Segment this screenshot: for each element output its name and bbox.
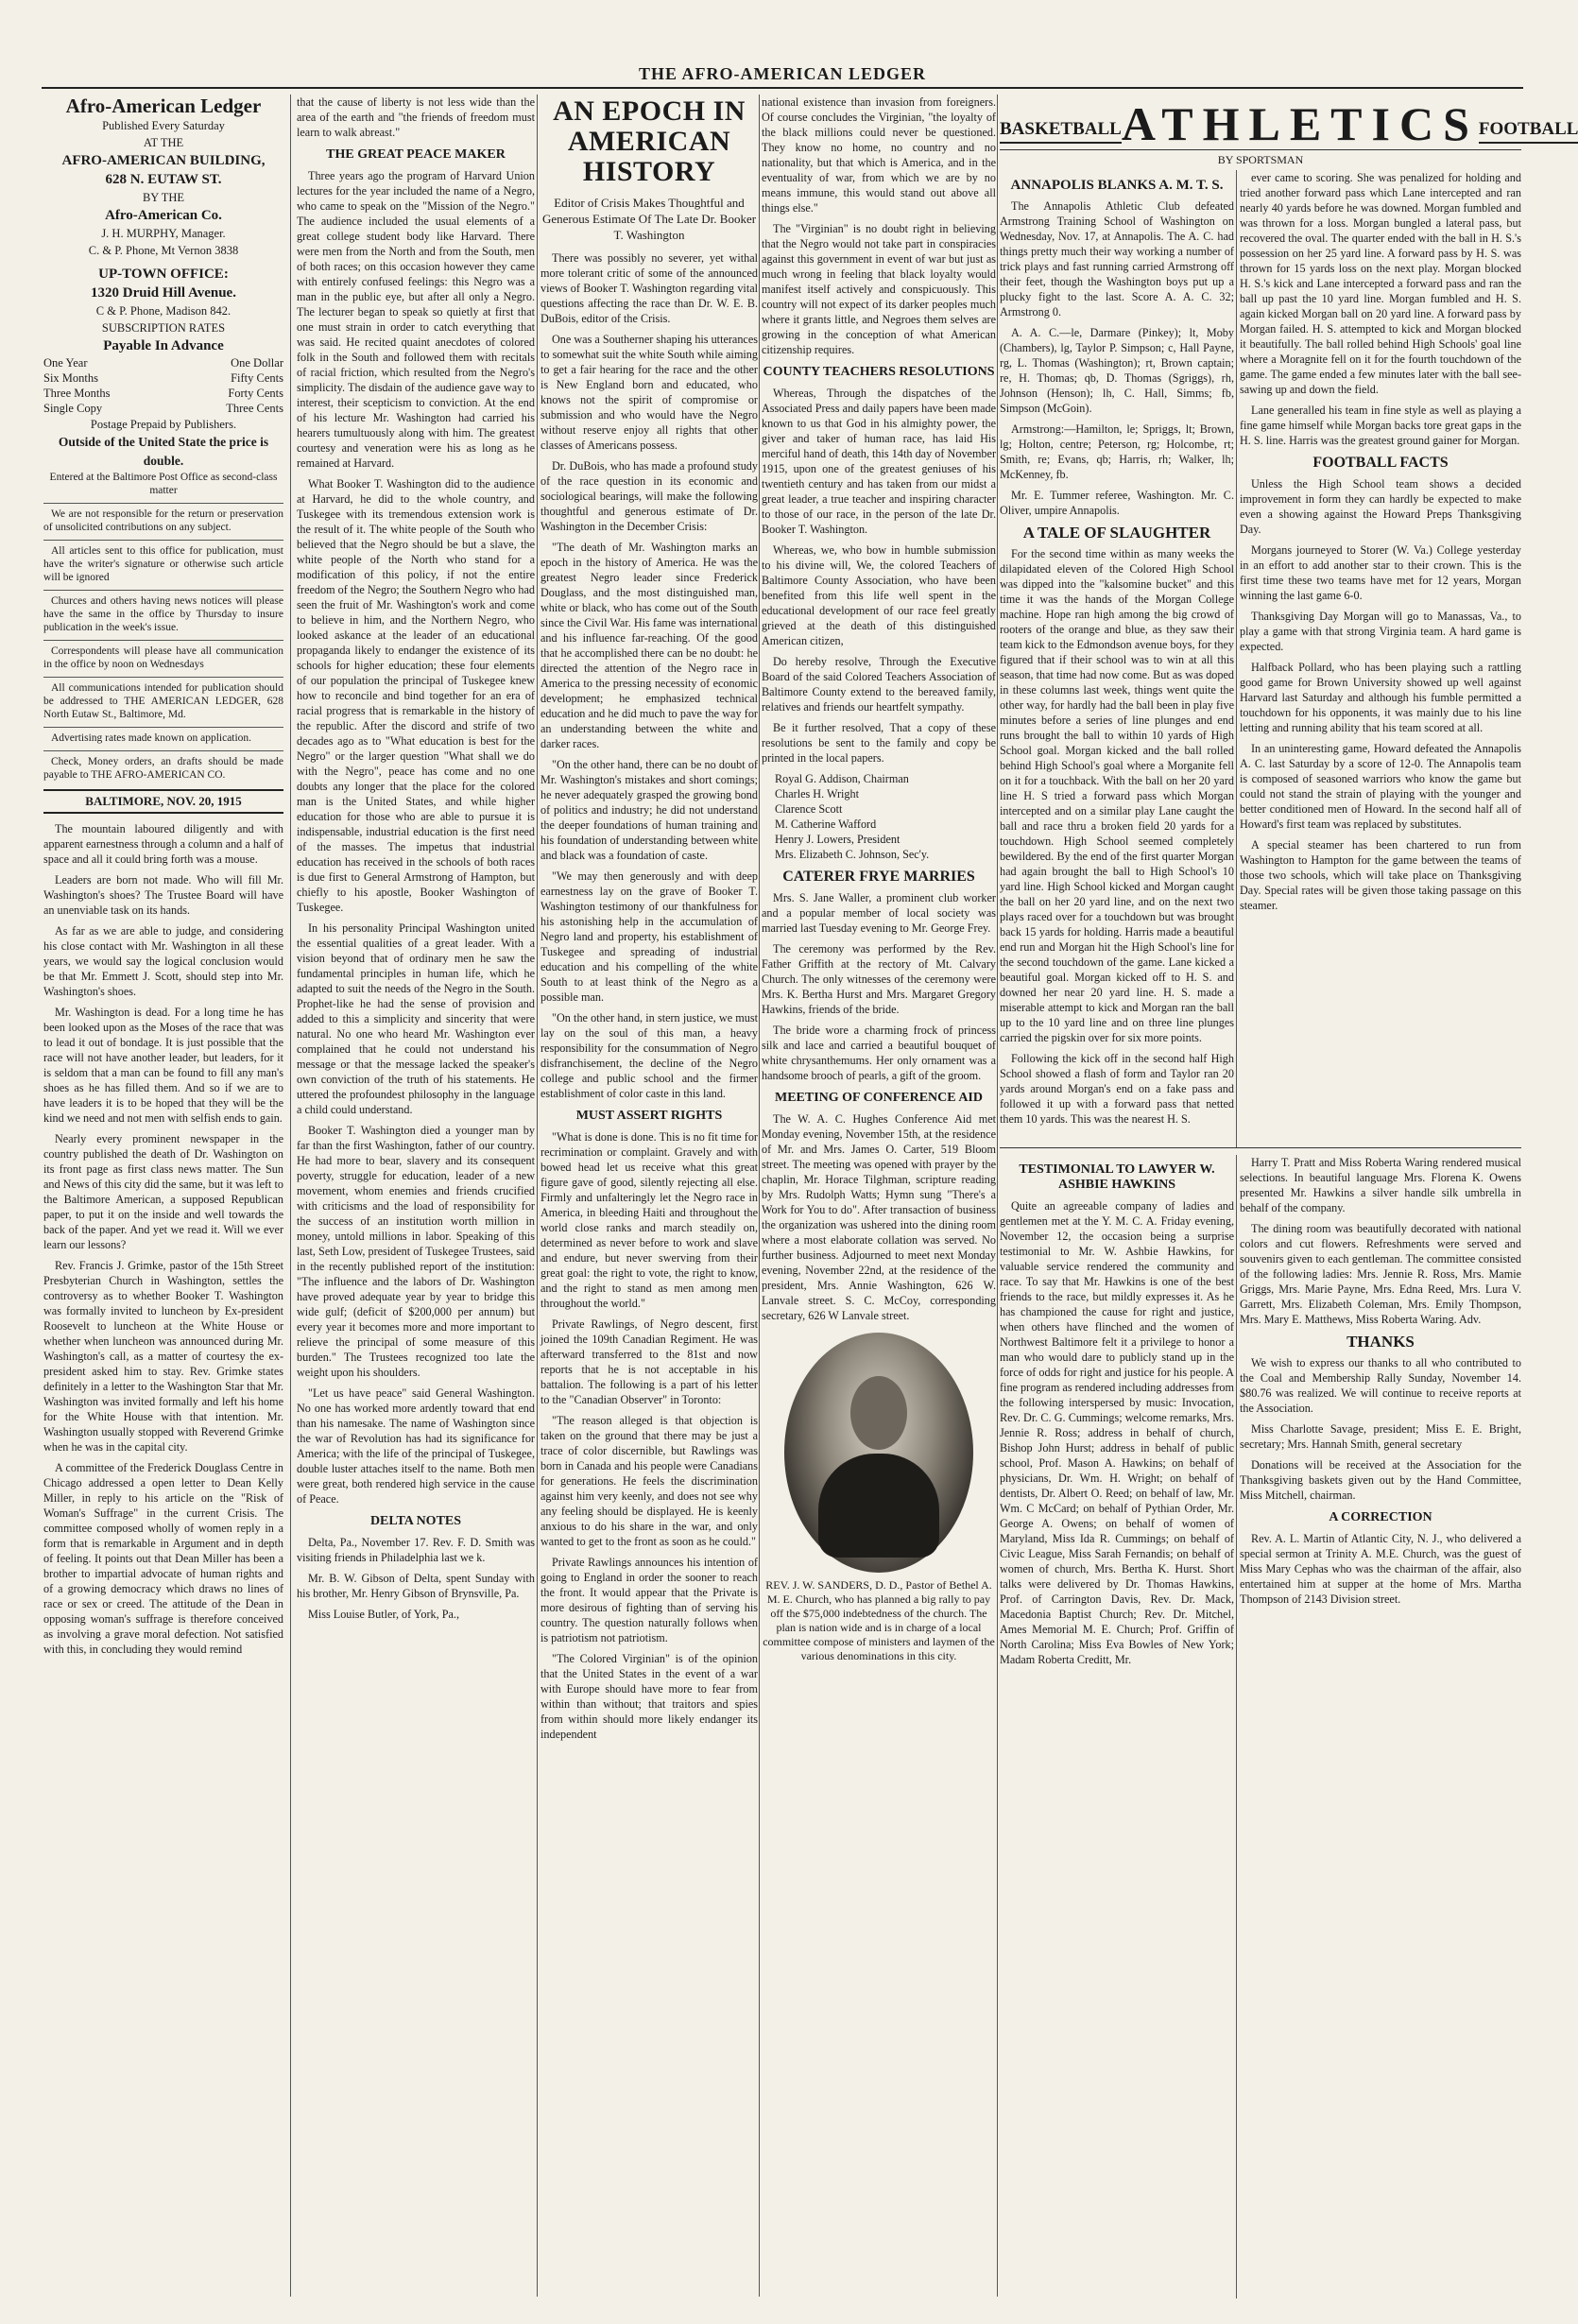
slaughter-title: A TALE OF SLAUGHTER	[1022, 524, 1211, 542]
signer: Clarence Scott	[775, 802, 843, 816]
article-paragraph: A. A. C.—le, Darmare (Pinkey); lt, Moby (Chambers), lg, Taylor P. Simpson; c, Hall Payne, rg, L. Thomas (Washington); rt, Brown captain; re, H. Thomas; qb, D. Thomas (Sgriggs), rh, Johnson (Henson); lh, C. Hall, Simms; fb, Simpson (McGoin).	[1000, 326, 1234, 415]
uptown-phone: C & P. Phone, Madison 842.	[95, 304, 232, 318]
article-paragraph: The W. A. C. Hughes Conference Aid met Monday evening, November 15th, at the residence of Mr. and Mrs. James O. Carter, 519 Bloom street. The meeting was opened with prayer by the chaplin, Mr. Horace Tilghman, scripture reading by Mrs. Rudolph Watts; Hymn sung "There's a Work for You to do". After transaction of business the organization was ushered into the dining room where a most elaborate collation was served. No further business. Adjourned to meet next Monday evening, November 22nd, at the residence of the president, Mrs. Annie Washington, 626 W. Lanvale street. S. C. McCoy, corresponding secretary, 626 W Lanvale street.	[762, 1112, 996, 1322]
peace-maker-article	[297, 168, 535, 1506]
article-paragraph: For the second time within as many weeks the dilapidated eleven of the Colored High School was dipped into the "kalsomine bucket" and this time it was the hands of the Morgan College machine. Hope ran high among the big crowd of rooters of the orange and blue, as they saw their team kick to the Edmondson avenue boys, for they figured that if their school was to win at all this season, that time had now come. But as was doped in these columns last week, things went quite the other way, for hardly had the ball been in play five minutes before a series of line plunges and end runs brought the ball to within 10 yards of High School goal. Morgan kicked and the ball rolled behind High School's goal where a Morganite fell on it for a touchback. With the ball on her 20 yard line H. S tried a forward pass which Morgan intercepted and on a similar play Lane caught the ball and race thru a broken field 20 yards for a touchdown. High School seemed completely bewildered. By the end of the first quarter Morgan had again brought the ball to High School's 10 yard line. High School kicked and Morgan caught the ball on her 20 yard line, and on the next two plays raced over for a touchdown but was brought back 15 yards for holding. Harris made a beautiful end run and Morgan hit the High School's line for the second touchdown of the game. Lane kicked a beautiful goal. Morgan kicked off to H. S. and downed her near 20 yard line. H. S. made a miserable attempt to kick and Morgan ran the ball up to the 10 yard line and on three line plunges carried the pigskin over for six more points.	[1000, 547, 1234, 1044]
article-paragraph: "On the other hand, in stern justice, we must lay on the soul of this man, a heavy responsibility for the consummation of Negro disfranchisement, the decline of the Negro college and public school and the firmer establishment of color caste in this land.	[540, 1011, 758, 1100]
testimonial-article	[1000, 1198, 1234, 1667]
rate-row	[43, 370, 283, 386]
column-rule	[537, 95, 538, 2297]
article-paragraph: Three years ago the program of Harvard Union lectures for the year included the name of a Negro, who came to speak on the "Mission of the Negro." The audience included the usual elements of a great college student body like Harvard. There were men from the North and from the South, men of both races; on this occasion however they came with entirely confused feelings: this Negro was a man in the public eye, but after all only a Negro. The lecturer began to speak so quietly at first that one must strain in order to catch everything that was said. He recited quaint anecdotes of colored folk in the South and followed them with recitals of racial friction, which resulted from the Negro's simplicity. The disdain of the audience gave way to interest, their scepticism to conviction. At the end of his lecture Mr. Washington had carried his hearers tumultuously along with him. The greatest courtesy and veneration were his as long as he remained at Harvard.	[297, 169, 535, 470]
publication-info	[43, 117, 283, 225]
teachers-title: COUNTY TEACHERS RESOLUTIONS	[763, 365, 995, 379]
continued-lead: that the cause of liberty is not less wide than the area of the earth and "the friends of freedom must learn to walk abreast."	[297, 95, 535, 139]
article-paragraph: Mr. B. W. Gibson of Delta, spent Sunday with his brother, Mr. Henry Gibson of Brynsville, Pa.	[297, 1572, 535, 1600]
article-paragraph: The ceremony was performed by the Rev. Father Griffith at the rectory of Mt. Calvary Church. The only witnesses of the ceremony were Mrs. K. Bertha Hurst and Mrs. Margaret Gregory Hawkins, friends of the bride.	[762, 942, 996, 1016]
subscription-rates	[43, 355, 283, 416]
editorial-paragraph: Nearly every prominent newspaper in the country published the death of Dr. Washington on its front page as first class news matter. The Sun and News of this city did the same, but it was left to the Baltimore American, a supposed Republican paper, to put it on the inside and well towards the back of the paper. And yet we read it. Will we ever learn our lessons?	[43, 1132, 283, 1251]
rate-term: Single Copy	[43, 402, 103, 415]
notice: Check, Money orders, an drafts should be made payable to THE AFRO-AMERICAN CO.	[43, 750, 283, 782]
subscription-title: SUBSCRIPTION RATES	[101, 321, 226, 335]
article-paragraph: Lane generalled his team in fine style as well as playing a fine game himself while Morgan backs tore great gaps in the H. S. line. Harris was the greatest ground gainer for Morgan.	[1240, 404, 1521, 447]
column-1	[43, 95, 283, 2297]
section-rule	[1000, 1147, 1521, 1148]
dateline: BALTIMORE, NOV. 20, 1915	[43, 789, 283, 814]
notice: Churces and others having news notices will please have the same in the office by Thursday to insure publication in the week's issue.	[43, 590, 283, 634]
football-facts	[1240, 476, 1521, 913]
football-facts-title: FOOTBALL FACTS	[1312, 455, 1449, 471]
annapolis-title: ANNAPOLIS BLANKS A. M. T. S.	[1010, 178, 1224, 193]
rate-price: One Dollar	[231, 356, 283, 370]
article-paragraph: "We may then generously and with deep earnestness lay on the grave of Booker T. Washington testimony of our thankfulness for his astonishing help in the accumulation of Negro land and property, his establishment of Tuskegee and spreading of industrial education and his compelling of the white South to at least think of the Negro as a possible man.	[540, 869, 758, 1004]
article-paragraph: "The reason alleged is that objection is taken on the ground that there may be just a trace of color discernible, but Rawlings was born in Canada and his people were Canadians for generations. He feels the discrimination against him very keenly, and does not see why any feeling should be displayed. He is keenly anxious to do his share in the war, and only wanted to get to the front as soon as he could."	[540, 1414, 758, 1548]
rate-row	[43, 386, 283, 401]
article-paragraph: Booker T. Washington died a younger man by far than the first Washington, father of our country. He had more to bear, slavery and its consequent poverty, struggle for education, leader of a new movement, whom enemies and friends crucified with criticisms and the load of responsibility for the success of an institution worth million in money, untold millions in labor. Speaking of this last, Seth Low, president of Tuskegee Trustees, said in the recently published report of the institution: "The influence and the labors of Dr. Washington have proved adequate year by year to bridge this wide gulf; (deficit of $200,000 per annum) but every year it becomes more and more important to relieve the principal of some measure of this burden." The Trustees recognized too late the weight upon his shoulders.	[297, 1124, 535, 1379]
article-paragraph: "What is done is done. This is no fit time for recrimination or complaint. Gravely and with bowed head let us receive what this great figure gave of good, silently rejecting all else. Firmly and unfalteringly let the Negro race in America, in bleeding Haiti and throughout the world close ranks and march steadily on, determined as never before to work and slave and endure, but never swerving from their great goal: the right to vote, the right to know, and the right to stand as men among men throughout the world."	[540, 1130, 758, 1310]
column-rule	[997, 95, 998, 2297]
article-paragraph: Delta, Pa., November 17. Rev. F. D. Smith was visiting friends in Philadelphia last we k.	[297, 1536, 535, 1564]
teachers-resolutions	[762, 386, 996, 766]
epoch-headline: AN EPOCH IN AMERICAN HISTORY	[553, 95, 746, 187]
column-rule	[1236, 1155, 1237, 2298]
article-paragraph: Miss Charlotte Savage, president; Miss E. E. Bright, secretary; Mrs. Hannah Smith, general secretary	[1240, 1422, 1521, 1451]
article-paragraph: Morgans journeyed to Storer (W. Va.) College yesterday in an effort to add another star to their crown. This is the first time these two teams have met for 12 years, Morgan winning the last game 6-0.	[1240, 543, 1521, 602]
article-paragraph: In his personality Principal Washington united the essential qualities of a great leader. With a vision beyond that of ordinary men he saw the fundamental principles in human life, which he adapted to suit the needs of the Negro in the South. Prophet-like he had the sense of provision and added to this a simplicity and sincerity that were natural. No one who heard Mr. Washington ever complained that he could not understand his message or that the message lacked the speaker's own conviction of the truth of his statements. He uttered the profoundest philosophy in the language a child could understand.	[297, 921, 535, 1116]
aid-article	[762, 1111, 996, 1323]
column-4	[762, 95, 996, 2297]
editorial-paragraph: Rev. Francis J. Grimke, pastor of the 15th Street Presbyterian Church in Washington, settles the controversy as to whether Booker T. Washington was formally invited to luncheon by Ex-president Roosevelt to luncheon at the White House or whether when luncheon was announced during Mr. Washington's call, as a matter of courtesy the ex-president asked him to stay. Rev. Grimke states definitely in a letter to the Washington Star that Mr. Washington was invited formally and left his home for the White House with that intention. Mr. Washington usually stopped with Reverend Grimke when he was in the capital city.	[43, 1259, 283, 1454]
thanks-title: THANKS	[1346, 1333, 1415, 1351]
article-paragraph: "The Colored Virginian" is of the opinion that the United States in the event of a war with Europe should have more to fear from within than without; that traitors and spies from within should more likely endanger its independent	[540, 1652, 758, 1741]
article-paragraph: Private Rawlings, of Negro descent, first joined the 109th Canadian Regiment. He was afterward transferred to the 81st and now reports that he is not acceptable in his battalion. The following is a part of his letter to the "Canadian Observer" in Toronto:	[540, 1317, 758, 1406]
editorial-paragraphs	[43, 821, 283, 1657]
article-paragraph: "The death of Mr. Washington marks an epoch in the history of America. He was the greatest Negro leader since Frederick Douglass, and the most distinguished man, white or black, who has come out of the South since the Civil War. His fame was international and his influence far-reaching. Of the good that he accomplished there can be no doubt: he directed the attention of the Negro race in America to the pressing necessity of economic development; he emphasized technical education and he did much to pave the way for an understanding between the white and darker races.	[540, 541, 758, 750]
ledger-title: Afro-American Ledger	[65, 95, 262, 117]
article-paragraph: What Booker T. Washington did to the audience at Harvard, he did to the whole country, and Tuskegee with its tremendous extension work is the result of it. The white people of the South who believed that the Negro should be but a slave, the white people of the North who stand for a modification of this policy, if not the entire freedom of the Negro; the Southern Negro who had seen the fruit of Mr. Washington's work and come to believe in him, and the Northern Negro, who looked askance at the leader of an educational propaganda likely to endanger the existence of its schools for higher education; these four elements of our population the principal of Tuskegee knew how to reconcile and bind together for an era of racial progress that is remarkable in the history of the republic. After the discord and strife of two decades ago as to "What education is best for the Negro" or the larger question "What shall we do with the Negro", peace has come and no one doubts any longer that the place for the colored man is the United States, and while higher education for those who are able to pursue it is indispensable, industrial education is the first need of the masses. The impetus that industrial education has received in the schools of both races is due first to General Armstrong of Hampton, but chiefly to his apostle, Booker Washington of Tuskegee.	[297, 477, 535, 914]
rate-price: Three Cents	[226, 402, 283, 415]
article-paragraph: A special steamer has been chartered to run from Washington to Hampton for the game between the teams of those two schools, which will take place on Thanksgiving Day. Special rates will be given those taking passage on this steamer.	[1240, 838, 1521, 912]
article-paragraph: The Annapolis Athletic Club defeated Armstrong Training School of Washington on Wednesday, Nov. 17, at Annapolis. The A. C. had things pretty much their way working a number of trick plays and fast running carried Armstrong off their feet, though the Washington boys put up a plucky fight to the last. Score A. A. C. 32; Armstrong 0.	[1000, 199, 1234, 318]
masthead-rule	[42, 87, 1523, 89]
virginian-lead-2: The "Virginian" is no doubt right in believing that the Negro would not take part in conspiracies against this government in event of war but just as much wrong in feeling that black loyalty would manifest itself actively and conspicuously. This country will not expect of its darker peoples much where it grants little, and Negroes them selves are growing in the conception of what American citizenship requires.	[762, 222, 996, 356]
article-paragraph: In an uninteresting game, Howard defeated the Annapolis A. C. last Saturday by a score of 12-0. The Annapolis team is composed of seasoned warriors who know the game but could not stand the strain of playing with the younger and better conditioned men of Howard. In the second half all of Howard's first team was replaced by substitutes.	[1240, 742, 1521, 831]
article-paragraph: Unless the High School team shows a decided improvement in form they can hardly be expected to make even a showing against the Howard Preps Thanksgiving Day.	[1240, 477, 1521, 536]
column-6-athletics	[1240, 170, 1521, 1144]
article-paragraph: Quite an agreeable company of ladies and gentlemen met at the Y. M. C. A. Friday evening, November 12, the occasion being a surprise testimonial to Mr. W. Ashbie Hawkins, for valuable service rendered the community and race. To say that Mr. Hawkins is one of the best friends to the race, but mildly expresses it. As he has championed the cause for right and justice, when others have flinched and the women of Northwest Baltimore felt it a privilege to honor a man who would dare to publicly stand up in the force of odds for right and justice for his people. A fine program as rendered including addresses from the following interspersed by music: Invocation, Rev. Dr. C. G. Cummings; welcome remarks, Mrs. Jennie R. Ross; address in behalf of church, Bishop John Hurst; address in behalf of public school, Prof. Mason A. Hawkins; on behalf of physicians, Dr. Wm. H. Wright; on behalf of dentists, Dr. Albert O. Reed; on behalf of law, Mr. Wm. C McCard; on behalf of Pythian Order, Mr. George A. Owens; on behalf of women of Maryland, Miss Ida R. Cummings; on behalf of Civic League, Miss Sarah Fernandis; on behalf of women of church, Mrs. Bertha K. Hurst. Short talks were delivered by Dr. Thomas Hawkins, Prof. of Carrington Davis, Rev. Dr. Mack, Macedonia Baptist Church; Rev. Dr. Mitchel, Ames Memorial M. E. Church; Prof. Griffin of North Carolina; Miss Eva Bowles of New York; Madam Roberta Creditt, Mr.	[1000, 1199, 1234, 1666]
editorial-paragraph: A committee of the Frederick Douglass Centre in Chicago addressed a open letter to Dean Kelly Miller, in reply to his article on the "Risk of Woman's Suffrage" in the current Crisis. The committee composed wholly of women reply in a form that is remarkable in Argument and in depth of feeling. It points out that Dean Miller has been a brother to impartial advocate of human rights and of a growing democracy which draws no lines of race or sex or creed. The attitude of the Dean in opposing woman's suffrage is therefore conceived as involving a grave moral defection. Not satisfied with this, in concluding they would remind	[43, 1461, 283, 1656]
article-paragraph: Whereas, we, who bow in humble submission to his divine will, We, the colored Teachers of Baltimore County Association, who have been benefited from this life well spent in the educational development of our race feel greatly grieved at the death of this distinguished American citizen,	[762, 543, 996, 647]
article-paragraph: Halfback Pollard, who has been playing such a rattling good game for Brown University showed up well against Harvard last Saturday and although his fumble permitted a touchdown for his opponents, it was mainly due to his line letting and running ability that his team scored at all.	[1240, 661, 1521, 734]
column-2	[297, 95, 535, 2297]
rate-price: Forty Cents	[228, 387, 283, 400]
slaughter-continued	[1240, 170, 1521, 448]
article-paragraph: Mr. E. Tummer referee, Washington. Mr. C. Oliver, umpire Annapolis.	[1000, 489, 1234, 517]
athletics-title: ATHLETICS	[1121, 97, 1479, 150]
manager: J. H. MURPHY, Manager.	[101, 227, 226, 240]
masthead: THE AFRO-AMERICAN LEDGER	[638, 64, 927, 83]
must-assert-title: MUST ASSERT RIGHTS	[575, 1109, 723, 1123]
notice: All communications intended for publication should be addressed to THE AMERICAN LEDGER, 628 North Eutaw St., Baltimore, Md.	[43, 677, 283, 721]
article-paragraph: Miss Louise Butler, of York, Pa.,	[308, 1608, 459, 1621]
phone: C. & P. Phone, Mt Vernon 3838	[88, 244, 239, 257]
editorial-paragraph: The mountain laboured diligently and with apparent earnestness through a column and a half of space and all it could bring forth was a mouse.	[43, 822, 283, 866]
article-paragraph: There was possibly no severer, yet withal more tolerant critic of some of the announced views of Booker T. Washington regarding vital questions affecting the race than Dr. W. E. B. DuBois, editor of the Crisis.	[540, 251, 758, 325]
epoch-subhead: Editor of Crisis Makes Thoughtful and Generous Estimate Of The Late Dr. Booker T. Washington	[541, 196, 757, 242]
article-paragraph: Private Rawlings announces his intention of going to England in order the sooner to reach the front. It would appear that the Private is more desirous of fighting than of serving his country. The question naturally follows when is patriotism not patriotism.	[540, 1556, 758, 1644]
notice: Correspondents will please have all communication in the office by noon on Wednesdays	[43, 640, 283, 671]
rate-row	[43, 355, 283, 370]
notice: All articles sent to this office for publication, must have the writer's signature or otherwise such article will be ignored	[43, 540, 283, 584]
article-paragraph: "On the other hand, there can be no doubt of Mr. Washington's mistakes and short comings; he never adequately grasped the growing bond of politics and industry; he did not understand the deeper foundations of human training and his foundation of understanding between white and black was a foundation of caste.	[540, 758, 758, 862]
article-paragraph: Dr. DuBois, who has made a profound study of the race question in its economic and sociological bearings, will make the following thoughtful and generous estimate of Dr. Washington in the December Crisis:	[540, 459, 758, 533]
publication-line: Published Every Saturday	[102, 119, 225, 132]
article-paragraph: The bride wore a charming frock of princess silk and lace and carried a beautiful bouquet of white chrysanthemums. Her only ornament was a handsome brooch of pearls, a gift of the groom.	[762, 1024, 996, 1082]
article-paragraph: The dining room was beautifully decorated with national colors and cut flowers. Refreshments were served and souvenirs given to each gentleman. The committee consisted of the following ladies: Mrs. Jennie R. Ross, Mrs. Mamie Griggs, Mrs. Marie Payne, Mrs. Edna Reed, Mrs. Lura V. Garrett, Mrs. Elizabeth Coleman, Mrs. Emily Thompson, Mrs. Mary E. Matthews, Miss Roberta Waring. Adv.	[1240, 1222, 1521, 1326]
testimonial-title: TESTIMONIAL TO LAWYER W. ASHBIE HAWKINS	[1019, 1162, 1215, 1192]
article-paragraph: Whereas, Through the dispatches of the Associated Press and daily papers have been made known to us that God in his almighty power, the giver and taker of human race, has laid His merciful hand of death, this 14th day of November 1915, upon one of the greatest geniuses of his twentieth century and has taken from our midst a great leader, a true teacher and inspiring character to those of our race, in the person of the late Dr. Booker T. Washington.	[762, 387, 996, 536]
epoch-article	[540, 250, 758, 1101]
sports-byline: BY SPORTSMAN	[1217, 153, 1304, 166]
column-5-athletics	[1000, 170, 1234, 1144]
column-5-lower	[1000, 1155, 1234, 2298]
article-paragraph: Donations will be received at the Association for the Thanksgiving baskets given out by the Hand Committee, Miss Mitchell, chairman.	[1240, 1458, 1521, 1502]
article-paragraph: Following the kick off in the second half High School showed a flash of form and Taylor ran 20 yards around Morgan's end on a fake pass and followed it up with a forward pass that netted them 10 yards. This was the nearest H. S.	[1000, 1052, 1234, 1126]
uptown-address: 1320 Druid Hill Avenue.	[91, 285, 236, 301]
frye-title: CATERER FRYE MARRIES	[782, 869, 975, 885]
uptown-office-title: UP-TOWN OFFICE:	[98, 267, 229, 282]
portrait-head	[850, 1376, 907, 1450]
notices	[43, 503, 283, 782]
athletics-banner	[1000, 95, 1578, 150]
correction-title: A CORRECTION	[1329, 1510, 1432, 1524]
column-3	[540, 95, 758, 2297]
delta-notes-title: DELTA NOTES	[369, 1514, 462, 1528]
thanks-article	[1240, 1355, 1521, 1503]
publication-line: Afro-American Co.	[105, 208, 222, 223]
postage-note: Postage Prepaid by Publishers.	[90, 418, 237, 431]
testimonial-continued	[1240, 1155, 1521, 1327]
column-rule	[1236, 170, 1237, 1147]
entered-note: Entered at the Baltimore Post Office as second-class matter	[49, 472, 278, 496]
must-assert-article	[540, 1129, 758, 1742]
publication-line: BY THE	[142, 191, 185, 204]
rate-row	[43, 401, 283, 416]
article-paragraph: Do hereby resolve, Through the Executive Board of the said Colored Teachers Association of Baltimore County extend to the bereaved family, relatives and friends our heartfelt sympathy.	[762, 655, 996, 714]
article-paragraph: Armstrong:—Hamilton, le; Spriggs, lt; Brown, lg; Holton, centre; Peterson, rg; Holcombe, rt; Smith, re; Evans, qb; Harris, rh; Walker, lh; McKenney, fb.	[1000, 422, 1234, 481]
publication-line: AT THE	[143, 136, 184, 149]
frye-article	[762, 890, 996, 1083]
signer: Henry J. Lowers, President	[775, 833, 900, 846]
correction-article	[1240, 1531, 1521, 1607]
rate-term: One Year	[43, 356, 88, 370]
article-paragraph: Be it further resolved, That a copy of these resolutions be sent to the family and copy be printed in the local papers.	[762, 721, 996, 765]
basketball-label: BASKETBALL	[1000, 119, 1122, 144]
slaughter-article	[1000, 546, 1234, 1127]
article-paragraph: Mrs. S. Jane Waller, a prominent club worker and a popular member of local society was married last Tuesday evening to Mr. George Frey.	[762, 891, 996, 935]
signer: Mrs. Elizabeth C. Johnson, Sec'y.	[775, 848, 930, 861]
football-label: FOOTBALL	[1479, 119, 1578, 144]
signer: Royal G. Addison, Chairman	[775, 772, 909, 785]
publication-line: AFRO-AMERICAN BUILDING,	[61, 153, 266, 168]
article-paragraph: One was a Southerner shaping his utterances to somewhat suit the white South while aiming to get a fair hearing for the race and the other is New England born and educated, who knows not the spirit of compromise or submission and who would have the Negro without reserve enjoy all rights that other classes of Americans possess.	[540, 333, 758, 452]
portrait-caption: REV. J. W. SANDERS, D. D., Pastor of Bethel A. M. E. Church, who has planned a big rally to pay off the $75,000 indebtedness of the church. The plan is nation wide and is in charge of a local committee compose of ministers and laymen of the various denominations in this city.	[763, 1578, 995, 1662]
delta-notes	[297, 1535, 535, 1622]
portrait-photo	[784, 1333, 973, 1573]
resolution-signers	[762, 771, 996, 862]
column-rule	[290, 95, 291, 2297]
notice: Advertising rates made known on application.	[43, 727, 283, 745]
signer: M. Catherine Wafford	[775, 818, 877, 831]
column-rule	[759, 95, 760, 2297]
editorial-paragraph: As far as we are able to judge, and considering his close contact with Mr. Washington in all these years, we would say the logical conclusion would be that Mr. Emmett J. Scott, should step into Mr. Washington's shoes.	[43, 924, 283, 998]
virginian-lead: national existence than invasion from foreigners. Of course concludes the Virginian, "the loyalty of the black millions could never be questioned. They know no home, no country and no nationality, but that which is America, and in the eventuality of war, from which we are by no means immune, this would stand out above all things else."	[762, 95, 996, 215]
article-paragraph: "Let us have peace" said General Washington. No one has worked more ardently toward that end than his namesake. The name of Washington since the war of Revolution has had its significance for America; with the life of the principal of Tuskegee, double luster attaches itself to the name. Both men were great, both rendered high service in the cause of Peace.	[297, 1386, 535, 1506]
portrait-body	[818, 1454, 939, 1558]
peace-maker-title: THE GREAT PEACE MAKER	[326, 147, 506, 162]
rate-term: Three Months	[43, 387, 111, 400]
article-paragraph: ever came to scoring. She was penalized for holding and tried another forward pass which Lane intercepted and ran nearly 40 yards before he was downed. Morgan fumbled and was thrown for a loss. Morgan bungled a lateral pass, but recovered the oval. The quarter ended with the ball in H. S.'s possession on her 25 yard line. A forward pass by H. S. was thrown for 15 yards loss on the next play. Morgan blocked H. S.'s kick and Lane intercepted a forward pass and ran the ball up past the 10 yard line. Morgan fumbled and H. S. again kicked Morgan ball on 20 yard line. A forward pass by Morgan failed. H. S. attempted to kick and Morgan blocked it beautifully. The ball rolled behind High Schools' goal line where a Moragnite fell on it for the fourth touchdown of the game. The game ended a few minutes later with the ball see-sawing up and down the field.	[1240, 171, 1521, 396]
editorial-paragraph: Leaders are born not made. Who will fill Mr. Washington's shoes? The Trustee Board will have an unenviable task on its hands.	[43, 873, 283, 917]
article-paragraph: Rev. A. L. Martin of Atlantic City, N. J., who delivered a special sermon at Trinity A. M.E. Church, was the guest of Miss Mary Cephas who was the chairman of the affair, also entertained him at supper at the home of Mrs. Martha Thompson of 2143 Division street.	[1240, 1532, 1521, 1606]
article-paragraph: Harry T. Pratt and Miss Roberta Waring rendered musical selections. In beautiful language Mrs. Florena K. Owens presented Mr. Hawkins a silver handle silk umbrella in behalf of the company.	[1240, 1156, 1521, 1214]
notice: We are not responsible for the return or preservation of unsolicited contributions on any subject.	[43, 503, 283, 534]
article-paragraph: We wish to express our thanks to all who contributed to the Coal and Membership Rally Sunday, November 14. $80.76 was realized. We will continue to receive reports at the Association.	[1240, 1356, 1521, 1415]
outside-us-note: Outside of the United State the price is double.	[58, 435, 269, 468]
publication-line: 628 N. EUTAW ST.	[105, 172, 222, 187]
rate-price: Fifty Cents	[231, 371, 283, 385]
article-paragraph: Thanksgiving Day Morgan will go to Manassas, Va., to play a game with that strong Virginia team. A hard game is expected.	[1240, 610, 1521, 653]
signer: Charles H. Wright	[775, 787, 859, 800]
column-6-lower	[1240, 1155, 1521, 2298]
annapolis-article	[1000, 198, 1234, 518]
payable-in-advance: Payable In Advance	[103, 338, 224, 353]
editorial-paragraph: Mr. Washington is dead. For a long time he has been looked upon as the Moses of the race that was to lead it out of bondage. It is just possible that the race will not have another leader, but leaders, for it is seldom that a man can be found to fill any man's shoes as he has filled them. And so if we are to have leaders it is to be hoped that they will be the kind we need and not men with selfish ends to gain.	[43, 1006, 283, 1125]
aid-title: MEETING OF CONFERENCE AID	[774, 1091, 983, 1105]
rate-term: Six Months	[43, 371, 99, 385]
